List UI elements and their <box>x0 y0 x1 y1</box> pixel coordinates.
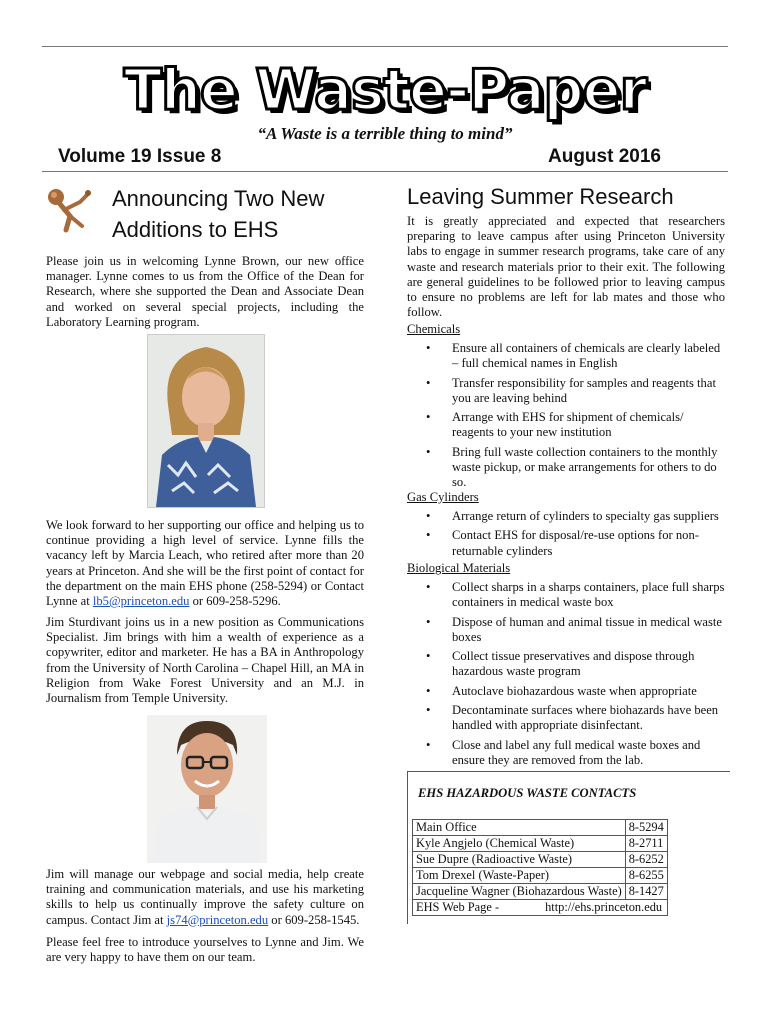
lynne-paragraph <box>46 518 364 609</box>
contacts-title: EHS HAZARDOUS WASTE CONTACTS <box>418 786 637 800</box>
lynne-intro: Please join us in welcoming Lynne Brown, our new office manager. Lynne comes to us from the Office of the Dean for Research, where she supported the Dean and Associate Dean and worked on several special projects, including the Laboratory Learning program. <box>46 254 364 329</box>
jim-photo <box>147 715 267 863</box>
stick-figure-mascot-icon <box>44 186 94 234</box>
list-item: • Autoclave biohazardous waste when appropriate <box>426 684 726 699</box>
table-row <box>413 884 668 900</box>
jim-intro: Jim Sturdivant joins us in a new position as Communications Specialist. Jim brings with him a wealth of experience as a copywriter, editor and marketer. He has a BA in Anthropology from the University of North Carolina – Chapel Hill, an MA in Religion from Wake Forest University and an M.J. in Journalism from Temple University. <box>46 615 364 706</box>
chemicals-list <box>426 341 726 495</box>
list-item: • Contact EHS for disposal/re-use options for non-returnable cylinders <box>426 528 726 559</box>
list-item: • Decontaminate surfaces where biohazards have been handled with appropriate disinfectant. <box>426 703 726 734</box>
contact-ext: 8-5294 <box>625 820 667 836</box>
gas-cylinders-list <box>426 509 726 563</box>
additions-heading <box>112 183 324 245</box>
biological-materials-label: Biological Materials <box>407 561 511 575</box>
jim-email-link[interactable]: js74@princeton.edu <box>166 912 269 927</box>
jim-paragraph-end: or 609-258-1545. <box>268 912 360 927</box>
gas-cylinders-label: Gas Cylinders <box>407 490 479 504</box>
list-item: • Bring full waste collection containers to the monthly waste pickup, or make arrangements for others to do so. <box>426 445 726 491</box>
lynne-paragraph-text: We look forward to her supporting our office and helping us to continue providing a high level of service. Lynne fills the vacancy left by Marcia Leach, who retired after more than 20 years at Princeton. And she will be the first point of contact for the department on the main EHS phone (258-5294) or Contact Lynne at <box>46 518 364 609</box>
tagline: “A Waste is a terrible thing to mind” <box>257 124 513 143</box>
contact-name: Sue Dupre (Radioactive Waste) <box>413 852 626 868</box>
biological-materials-list <box>426 580 726 772</box>
list-item: • Transfer responsibility for samples and reagents that you are leaving behind <box>426 376 726 407</box>
list-item: • Arrange with EHS for shipment of chemicals/ reagents to your new institution <box>426 410 726 441</box>
summer-research-heading: Leaving Summer Research <box>407 184 674 209</box>
contact-ext: 8-1427 <box>625 884 667 900</box>
list-item: • Close and label any full medical waste boxes and ensure they are removed from the lab. <box>426 738 726 769</box>
contacts-table <box>412 819 668 916</box>
list-item: • Arrange return of cylinders to specialty gas suppliers <box>426 509 726 524</box>
contact-name: Jacqueline Wagner (Biohazardous Waste) <box>413 884 626 900</box>
lynne-photo <box>147 334 265 508</box>
jim-paragraph <box>46 867 364 928</box>
table-row <box>413 820 668 836</box>
newsletter-title: The Waste-Paper <box>123 58 647 123</box>
web-page-url[interactable]: http://ehs.princeton.edu <box>545 900 663 914</box>
issue-date: August 2016 <box>548 146 661 167</box>
list-item: • Collect sharps in a sharps containers, place full sharps containers in medical waste box <box>426 580 726 611</box>
additions-heading-line2: Additions to EHS <box>112 217 279 242</box>
web-page-row <box>413 900 668 916</box>
jim-paragraph-text: Jim will manage our webpage and social media, help create training and communication materials, and use his marketing skills to help us continually improve the safety culture on campus. Contact Jim at <box>46 867 364 927</box>
top-rule <box>42 46 728 47</box>
list-item: • Ensure all containers of chemicals are clearly labeled – full chemical names in English <box>426 341 726 372</box>
hazardous-waste-contacts-box <box>407 771 730 924</box>
table-row <box>413 852 668 868</box>
web-page-label: EHS Web Page - <box>416 900 500 914</box>
table-row <box>413 836 668 852</box>
contact-ext: 8-6255 <box>625 868 667 884</box>
summer-research-intro: It is greatly appreciated and expected that researchers preparing to leave campus after using Princeton University labs to engage in summer research programs, take care of any waste and research materials prior to their exit. The following are general guidelines to be followed prior to leaving campus to ensure no problems are left for lab mates and those who follow. <box>407 214 725 320</box>
contact-name: Main Office <box>413 820 626 836</box>
contact-ext: 8-6252 <box>625 852 667 868</box>
list-item: • Collect tissue preservatives and dispose through hazardous waste program <box>426 649 726 680</box>
chemicals-label: Chemicals <box>407 322 461 336</box>
list-item: • Dispose of human and animal tissue in medical waste boxes <box>426 615 726 646</box>
lynne-email-link[interactable]: lb5@princeton.edu <box>92 594 190 609</box>
contact-ext: 8-2711 <box>625 836 667 852</box>
contact-name: Tom Drexel (Waste-Paper) <box>413 868 626 884</box>
table-row <box>413 868 668 884</box>
volume-issue: Volume 19 Issue 8 <box>58 146 222 167</box>
contact-name: Kyle Angjelo (Chemical Waste) <box>413 836 626 852</box>
additions-heading-line1: Announcing Two New <box>112 186 325 211</box>
closing-paragraph: Please feel free to introduce yourselves to Lynne and Jim. We are very happy to have them on our team. <box>46 935 364 965</box>
header-rule <box>42 171 728 172</box>
lynne-paragraph-end: or 609-258-5296. <box>189 594 281 609</box>
table-row <box>413 900 668 916</box>
